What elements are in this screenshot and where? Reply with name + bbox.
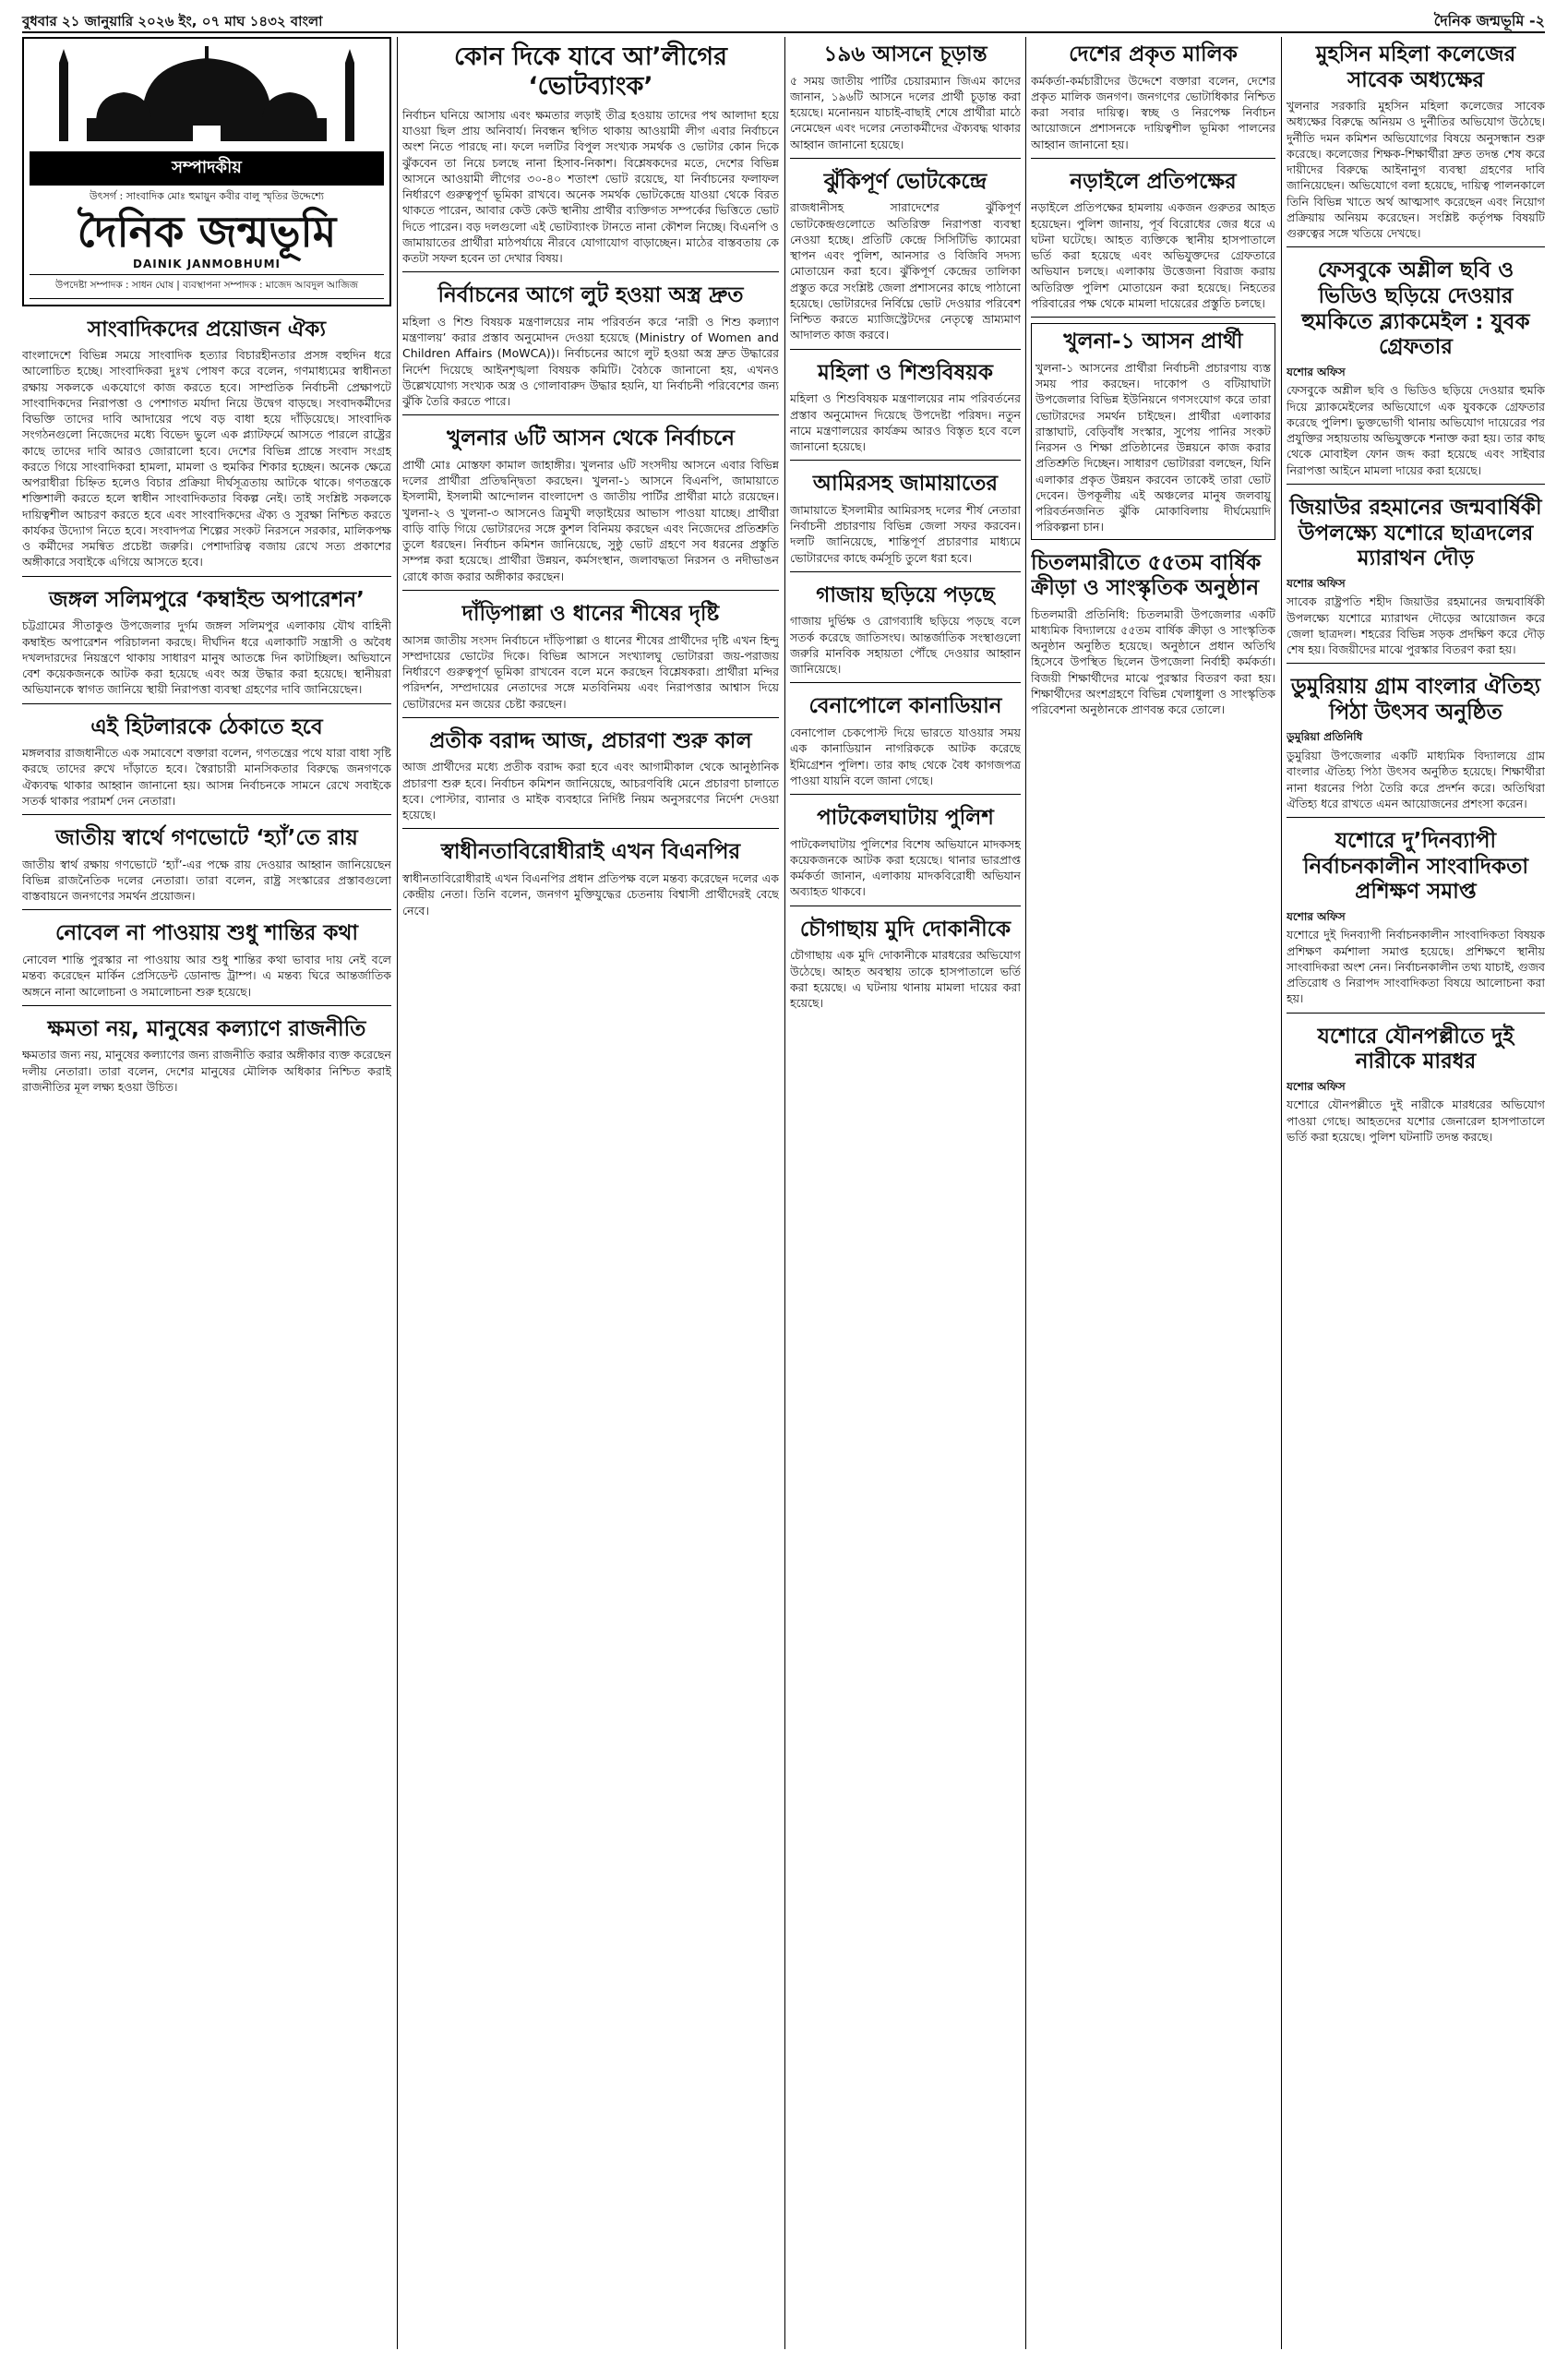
article-body: কর্মকর্তা-কর্মচারীদের উদ্দেশে বক্তারা বলেন, দেশের প্রকৃত মালিক জনগণ। জনগণের ভোটাধিকার নিশ্চিত করা সবার দায়িত্ব। স্বচ্ছ ও নিরপেক্ষ নির্বাচন আয়োজনে প্রশাসনকে দায়িত্বশীল ভূমিকা পালনের আহ্বান জানানো হয়। xyxy=(1031,73,1275,151)
article xyxy=(22,821,391,910)
article xyxy=(22,582,391,704)
article-byline: ডুমুরিয়া প্রতিনিধি xyxy=(1287,730,1363,744)
article-body: ক্ষমতার জন্য নয়, মানুষের কল্যাণের জন্য রাজনীতি করার অঙ্গীকার ব্যক্ত করেছেন দলীয় নেতারা। তারা বলেন, দেশের মানুষের মৌলিক অধিকার নিশ্চিত করাই রাজনীতির মূল লক্ষ্য হওয়া উচিত। xyxy=(22,1048,391,1094)
article-body: খুলনার সরকারি মুহসিন মহিলা কলেজের সাবেক অধ্যক্ষের বিরুদ্ধে অনিয়ম ও দুর্নীতির অভিযোগ উঠেছে। দুর্নীতি দমন কমিশন অভিযোগের বিষয়ে অনুসন্ধান শুরু করেছে। কলেজের শিক্ষক-শিক্ষার্থীরা দ্রুত তদন্ত শেষ করে দায়ীদের বিরুদ্ধে আইনানুগ ব্যবস্থা গ্রহণের দাবি জানিয়েছেন। অভিযোগে বলা হয়েছে, দায়িত্ব পালনকালে তিনি বিভিন্ন খাতে অর্থ আত্মসাৎ করেছেন এবং নিয়োগ প্রক্রিয়ায় অনিয়ম করেছেন। সংশ্লিষ্ট কর্তৃপক্ষ বিষয়টি গুরুত্বের সঙ্গে খতিয়ে দেখছে। xyxy=(1287,99,1545,241)
article-body: জাতীয় স্বার্থ রক্ষায় গণভোটে ‘হ্যাঁ’-এর পক্ষে রায় দেওয়ার আহ্বান জানিয়েছেন বিভিন্ন রাজনৈতিক দলের নেতারা। তারা বলেন, রাষ্ট্র সংস্কারের প্রস্তাবগুলো বাস্তবায়নে জনগণের সমর্থন প্রয়োজন। xyxy=(22,857,391,904)
column-rule xyxy=(397,37,398,2349)
article-body: গাজায় দুর্ভিক্ষ ও রোগব্যাধি ছড়িয়ে পড়ছে বলে সতর্ক করেছে জাতিসংঘ। আন্তর্জাতিক সংস্থাগুলো জরুরি মানবিক সহায়তা পৌঁছে দেওয়ার আহ্বান জানিয়েছে। xyxy=(790,614,1021,677)
article-headline: নির্বাচনের আগে লুট হওয়া অস্ত্র দ্রুত xyxy=(437,283,744,308)
article xyxy=(402,37,779,272)
article-headline: বেনাপোলে কানাডিয়ান xyxy=(808,694,1002,719)
article-body: খুলনা-১ আসনের প্রার্থীরা নির্বাচনী প্রচারণায় ব্যস্ত সময় পার করছেন। দাকোপ ও বটিয়াঘাটা উপজেলার বিভিন্ন ইউনিয়নে গণসংযোগ করে তারা ভোটারদের সমর্থন চাইছেন। প্রার্থীরা এলাকার রাস্তাঘাট, বেড়িবাঁধ সংস্কার, সুপেয় পানির সংকট নিরসন ও শিক্ষা প্রতিষ্ঠানের উন্নয়নে কাজ করার প্রতিশ্রুতি দিচ্ছেন। সাধারণ ভোটাররা বলছেন, যিনি এলাকার প্রকৃত উন্নয়ন করবেন তাকেই তারা ভোট দেবেন। উপকূলীয় এই অঞ্চলের মানুষ জলবায়ু পরিবর্তনজনিত ঝুঁকি মোকাবিলায় দীর্ঘমেয়াদি পরিকল্পনা চান। xyxy=(1035,360,1271,534)
article-headline: ক্ষমতা নয়, মানুষের কল্যাণে রাজনীতি xyxy=(47,1016,366,1041)
article-headline: ঝুঁকিপূর্ণ ভোটকেন্দ্রে xyxy=(823,169,987,194)
article xyxy=(402,278,779,415)
article xyxy=(1031,37,1275,159)
article-body: নড়াইলে প্রতিপক্ষের হামলায় একজন গুরুতর আহত হয়েছেন। পুলিশ জানায়, পূর্ব বিরোধের জের ধরে এ ঘটনা ঘটেছে। আহত ব্যক্তিকে স্থানীয় হাসপাতালে ভর্তি করা হয়েছে এবং অভিযুক্তদের গ্রেফতারে অভিযান চলছে। এলাকায় উত্তেজনা বিরাজ করায় অতিরিক্ত পুলিশ মোতায়েন করা হয়েছে। নিহতের পরিবারের পক্ষ থেকে মামলা দায়েরের প্রস্তুতি চলছে। xyxy=(1031,200,1275,310)
article-body: পাটকেলঘাটায় পুলিশের বিশেষ অভিযানে মাদকসহ কয়েকজনকে আটক করা হয়েছে। থানার ভারপ্রাপ্ত কর্মকর্তা জানান, এলাকায় মাদকবিরোধী অভিযান অব্যাহত থাকবে। xyxy=(790,836,1021,899)
article-headline: নোবেল না পাওয়ায় শুধু শান্তির কথা xyxy=(54,921,359,946)
article-body: নোবেল শান্তি পুরস্কার না পাওয়ায় আর শুধু শান্তির কথা ভাবার দায় নেই বলে মন্তব্য করেছেন মার্কিন প্রেসিডেন্ট ডোনাল্ড ট্রাম্প। এ মন্তব্য ঘিরে আন্তর্জাতিক অঙ্গনে নানা আলোচনা ও সমালোচনা শুরু হয়েছে। xyxy=(22,953,391,999)
article-headline: প্রতীক বরাদ্দ আজ, প্রচারণা শুরু কাল xyxy=(429,728,752,753)
article-headline: ১৯৬ আসনে চূড়ান্ত xyxy=(823,42,987,66)
article-body: সাবেক রাষ্ট্রপতি শহীদ জিয়াউর রহমানের জন্মবার্ষিকী উপলক্ষ্যে যশোরে ম্যারাথন দৌড়ের আয়োজন করে জেলা ছাত্রদল। শহরের বিভিন্ন সড়ক প্রদক্ষিণ করে দৌড় শেষ হয়। বিজয়ীদের মাঝে পুরস্কার বিতরণ করা হয়। xyxy=(1287,594,1545,657)
article-body: বাংলাদেশে বিভিন্ন সময়ে সাংবাদিক হত্যার বিচারহীনতার প্রসঙ্গ বহুদিন ধরে আলোচিত হচ্ছে। সাংবাদিকরা দুঃখ পোষণ করে বলেন, গণমাধ্যমের স্বাধীনতা রক্ষায় সকলকে একযোগে কাজ করতে হবে। সাম্প্রতিক নির্বাচনী প্রেক্ষাপটে সাংবাদিকদের নিরাপত্তা ও পেশাগত মর্যাদা নিয়ে উদ্বেগ বাড়ছে। সংবাদকর্মীদের বিভক্তি তাদের দাবি আদায়ের পথে বড় বাধা হয়ে দাঁড়িয়েছে। সাংবাদিক সংগঠনগুলো নিজেদের মধ্যে বিভেদ ভুলে এক প্ল্যাটফর্মে আসতে পারলে রাষ্ট্রের কাছে তাদের দাবি আরও জোরালো হবে। দেশের বিভিন্ন প্রান্তে সংবাদ সংগ্রহ করতে গিয়ে সাংবাদিকরা হামলা, মামলা ও হুমকির শিকার হচ্ছেন। অনেক ক্ষেত্রে অপরাধীরা চিহ্নিত হলেও বিচার প্রক্রিয়া দীর্ঘসূত্রতায় আটকে থাকে। গণতন্ত্রকে শক্তিশালী করতে হলে স্বাধীন সাংবাদিকতার বিকল্প নেই। তাই সংশ্লিষ্ট সকলকে দায়িত্বশীল আচরণ করতে হবে এবং সাংবাদিকদের ঐক্য ও সুরক্ষা নিশ্চিত করতে কার্যকর উদ্যোগ নিতে হবে। সংবাদপত্র শিল্পের সংকট নিরসনে সরকার, মালিকপক্ষ ও কর্মীদের সমন্বিত প্রচেষ্টা জরুরি। পেশাদারিত্ব বজায় রেখে সত্য প্রকাশের অঙ্গীকারে সবাইকে এগিয়ে আসতে হবে। xyxy=(22,348,391,570)
article xyxy=(1287,37,1545,247)
article-body: স্বাধীনতাবিরোধীরাই এখন বিএনপির প্রধান প্রতিপক্ষ বলে মন্তব্য করেছেন দলের এক কেন্দ্রীয় নেতা। তিনি বলেন, জনগণ মুক্তিযুদ্ধের চেতনায় বিশ্বাসী প্রার্থীদেরই বেছে নেবে। xyxy=(402,871,779,918)
article-headline: যশোরে যৌনপল্লীতে দুই নারীকে মারধর xyxy=(1317,1024,1514,1074)
article xyxy=(1031,546,1275,724)
column-5 xyxy=(1287,37,1545,2349)
article-body: জামায়াতে ইসলামীর আমিরসহ দলের শীর্ষ নেতারা নির্বাচনী প্রচারণায় বিভিন্ন জেলা সফর করবেন। দলটি জানিয়েছে, শান্তিপূর্ণ প্রচারণার মাধ্যমে ভোটারদের কাছে কর্মসূচি তুলে ধরা হবে। xyxy=(790,502,1021,565)
article-body: নির্বাচন ঘনিয়ে আসায় এবং ক্ষমতার লড়াই তীব্র হওয়ায় তাদের পথ আলাদা হয়ে যাওয়া ছিল প্রায় অনিবার্য। নিবন্ধন স্থগিত থাকায় আওয়ামী লীগ এবার নির্বাচনে অংশ নিতে পারছে না। ফলে দলটির বিপুল সংখ্যক সমর্থক ও ভোটার কোন দিকে ঝুঁকবেন তা নিয়ে চলছে নানা হিসাব-নিকাশ। বিশ্লেষকদের মতে, দেশের বিভিন্ন আসনে আওয়ামী লীগের ৩০-৪০ শতাংশ ভোট রয়েছে, যা নির্বাচনের ফলাফল নির্ধারণে গুরুত্বপূর্ণ ভূমিকা রাখবে। অনেক সমর্থক ভোটকেন্দ্রে যাওয়া থেকে বিরত থাকতে পারেন, আবার কেউ কেউ স্থানীয় প্রার্থীর ব্যক্তিগত সম্পর্কের ভিত্তিতে ভোট দিতে পারেন। বড় দলগুলো এই ভোটব্যাংক টানতে নানা কৌশল নিচ্ছে। বিএনপি ও জামায়াতের প্রার্থীরা মাঠপর্যায়ে নীরবে যোগাযোগ বাড়াচ্ছেন। মাঠের বাস্তবতায় কে কতটা সফল হবেন তা দেখার বিষয়। xyxy=(402,107,779,266)
article xyxy=(402,421,779,591)
article xyxy=(1031,164,1275,318)
article-headline: এই হিটলারকে ঠেকাতে হবে xyxy=(90,714,323,739)
dedication-line: উৎসর্গ : সাংবাদিক মোঃ হুমায়ুন কবীর বালু স্মৃতির উদ্দেশ্যে xyxy=(90,190,324,202)
column-rule xyxy=(784,37,785,2349)
article-headline: যশোরে দু’দিনব্যাপী নির্বাচনকালীন সাংবাদিকতা প্রশিক্ষণ সমাপ্ত xyxy=(1302,829,1529,905)
article-body: মহিলা ও শিশু বিষয়ক মন্ত্রণালয়ের নাম পরিবর্তন করে ‘নারী ও শিশু কল্যাণ মন্ত্রণালয়’ করার প্রস্তাব অনুমোদন দেওয়া হয়েছে (Ministry of Women and Children Affairs (MoWCA))। নির্বাচনের আগে লুট হওয়া অস্ত্র দ্রুত উদ্ধারের নির্দেশ দিয়েছে আইনশৃঙ্খলা বিষয়ক কমিটি। বৈঠকে জানানো হয়, এখনও উল্লেখযোগ্য সংখ্যক অস্ত্র ও গোলাবারুদ উদ্ধার হয়নি, যা নির্বাচনী পরিবেশের জন্য ঝুঁকি তৈরি করতে পারে। xyxy=(402,314,779,409)
article-body: বেনাপোল চেকপোস্ট দিয়ে ভারতে যাওয়ার সময় এক কানাডিয়ান নাগরিককে আটক করেছে ইমিগ্রেশন পুলিশ। তার কাছ থেকে বৈধ কাগজপত্র পাওয়া যায়নি বলে জানা গেছে। xyxy=(790,726,1021,787)
newspaper-logo: দৈনিক জন্মভূমি xyxy=(77,207,337,257)
article-headline: চিতলমারীতে ৫৫তম বার্ষিক ক্রীড়া ও সাংস্কৃতিক অনুষ্ঠান xyxy=(1031,550,1262,601)
article-headline: গাজায় ছড়িয়ে পড়ছে xyxy=(816,582,995,607)
article-body: আজ প্রার্থীদের মধ্যে প্রতীক বরাদ্দ করা হবে এবং আগামীকাল থেকে আনুষ্ঠানিক প্রচারণা শুরু হবে। নির্বাচন কমিশন জানিয়েছে, আচরণবিধি মেনে প্রচারণা চালাতে হবে। পোস্টার, ব্যানার ও মাইক ব্যবহারে নির্দিষ্ট নিয়ম অনুসরণের নির্দেশ দেওয়া হয়েছে। xyxy=(402,760,779,822)
article-body: রাজধানীসহ সারাদেশের ঝুঁকিপূর্ণ ভোটকেন্দ্রগুলোতে অতিরিক্ত নিরাপত্তা ব্যবস্থা নেওয়া হচ্ছে। প্রতিটি কেন্দ্রে সিসিটিভি ক্যামেরা স্থাপন এবং পুলিশ, আনসার ও বিজিবি সদস্য মোতায়েন করা হবে। ঝুঁকিপূর্ণ কেন্দ্রের তালিকা প্রস্তুত করে সংশ্লিষ্ট জেলা প্রশাসনের কাছে পাঠানো হয়েছে। ভোটারদের নির্বিঘ্নে ভোট দেওয়ার পরিবেশ নিশ্চিত করতে ম্যাজিস্ট্রেটদের নেতৃত্বে ভ্রাম্যমাণ আদালত কাজ করবে। xyxy=(790,200,1021,342)
column-rule xyxy=(1281,37,1282,2349)
article xyxy=(790,912,1021,1017)
article-headline: খুলনা-১ আসন প্রার্থী xyxy=(1063,330,1243,354)
editorial-band: সম্পাদকীয় xyxy=(30,151,384,186)
article-body: আসন্ন জাতীয় সংসদ নির্বাচনে দাঁড়িপাল্লা ও ধানের শীষের প্রার্থীদের দৃষ্টি এখন হিন্দু সম্প্রদায়ের ভোটের দিকে। বিভিন্ন আসনে সংখ্যালঘু ভোটাররা জয়-পরাজয় নির্ধারণে গুরুত্বপূর্ণ ভূমিকা রাখবেন বলে মনে করছেন বিশ্লেষকরা। প্রার্থীরা মন্দির পরিদর্শন, সম্প্রদায়ের নেতাদের সঙ্গে মতবিনিময় এবং নিরাপত্তার আশ্বাস দিয়ে ভোটারদের মন জয়ের চেষ্টা করছেন। xyxy=(402,632,779,711)
article-headline: দাঁড়িপাল্লা ও ধানের শীষের দৃষ্টি xyxy=(461,601,720,626)
article-headline: ডুমুরিয়ায় গ্রাম বাংলার ঐতিহ্য পিঠা উৎসব অনুষ্ঠিত xyxy=(1290,675,1541,725)
article-body: মহিলা ও শিশুবিষয়ক মন্ত্রণালয়ের নাম পরিবর্তনের প্রস্তাব অনুমোদন দিয়েছে উপদেষ্টা পরিষদ। নতুন নামে মন্ত্রণালয়ের কার্যক্রম আরও বিস্তৃত হবে বলে জানানো হয়েছে। xyxy=(790,391,1021,454)
article-headline: আমিরসহ জামায়াতের xyxy=(812,472,999,497)
article-headline: মুহসিন মহিলা কলেজের সাবেক অধ্যক্ষের xyxy=(1315,42,1516,92)
article-headline: খুলনার ৬টি আসন থেকে নির্বাচনে xyxy=(447,426,735,451)
article-headline: নড়াইলে প্রতিপক্ষের xyxy=(1070,169,1237,194)
article-headline: কোন দিকে যাবে আ’লীগের ‘ভোটব্যাংক’ xyxy=(454,42,727,102)
article-headline: পাটকেলঘাটায় পুলিশ xyxy=(817,806,994,831)
article-body: প্রার্থী মোঃ মোস্তফা কামাল জাহাঙ্গীর। খুলনার ৬টি সংসদীয় আসনে এবার বিভিন্ন দলের প্রার্থীরা প্রতিদ্বন্দ্বিতা করছেন। খুলনা-১ আসনে বিএনপি, জামায়াতে ইসলামী, ইসলামী আন্দোলন বাংলাদেশ ও জাতীয় পার্টির প্রার্থীরা মাঠে রয়েছেন। খুলনা-২ ও খুলনা-৩ আসনেও ত্রিমুখী লড়াইয়ের আভাস পাওয়া যাচ্ছে। প্রার্থীরা বাড়ি বাড়ি গিয়ে ভোটারদের সঙ্গে কুশল বিনিময় করছেন এবং নিজেদের প্রতিশ্রুতি তুলে ধরছেন। নির্বাচন কমিশন জানিয়েছে, সুষ্ঠু ভোট গ্রহণে সব ধরনের প্রস্তুতি সম্পন্ন করা হয়েছে। প্রার্থীরা উন্নয়ন, কর্মসংস্থান, জলাবদ্ধতা নিরসন ও নদীভাঙন রোধে কাজ করার অঙ্গীকার করছেন। xyxy=(402,457,779,583)
article xyxy=(402,834,779,923)
article-body: চৌগাছায় এক মুদি দোকানীকে মারধরের অভিযোগ উঠেছে। আহত অবস্থায় তাকে হাসপাতালে ভর্তি করা হয়েছে। এ ঘটনায় থানায় মামলা দায়ের করা হয়েছে। xyxy=(790,948,1021,1010)
date-line: বুধবার ২১ জানুয়ারি ২০২৬ ইং, ০৭ মাঘ ১৪৩২ বাংলা xyxy=(22,13,323,30)
article-body: মঙ্গলবার রাজধানীতে এক সমাবেশে বক্তারা বলেন, গণতন্ত্রের পথে যারা বাধা সৃষ্টি করছে তাদের রুখে দাঁড়াতে হবে। স্বৈরাচারী মানসিকতার বিরুদ্ধে জনগণকে ঐক্যবদ্ধ থাকার আহ্বান জানানো হয়। আসন্ন নির্বাচনকে সামনে রেখে সবাইকে সতর্ক থাকার পরামর্শ দেন নেতারা। xyxy=(22,746,391,808)
article xyxy=(1287,490,1545,664)
editorial-masthead xyxy=(22,37,391,306)
article xyxy=(402,596,779,718)
article-headline: দেশের প্রকৃত মালিক xyxy=(1069,42,1238,66)
staff-line: উপদেষ্টা সম্পাদক : সাধন ঘোষ | ব্যবস্থাপনা সম্পাদক : মাজেদ আবদুল আজিজ xyxy=(30,274,384,299)
article xyxy=(22,916,391,1005)
article-byline: যশোর অফিস xyxy=(1287,1079,1346,1093)
article xyxy=(402,724,779,830)
column-2 xyxy=(402,37,779,2349)
article-headline: জাতীয় স্বার্থে গণভোটে ‘হ্যাঁ’তে রায় xyxy=(55,826,358,851)
column-3 xyxy=(790,37,1021,2349)
article-body: ৫ সময় জাতীয় পার্টির চেয়ারম্যান জিএম কাদের জানান, ১৯৬টি আসনে দলের প্রার্থী চূড়ান্ত করা হয়েছে। মনোনয়ন যাচাই-বাছাই শেষে প্রার্থীরা মাঠে নেমেছেন এবং দলের নেতাকর্মীদের ঐক্যবদ্ধ থাকার আহ্বান জানানো হয়েছে। xyxy=(790,73,1021,151)
article-byline: যশোর অফিস xyxy=(1287,909,1346,923)
article-body: যশোরে যৌনপল্লীতে দুই নারীকে মারধরের অভিযোগ পাওয়া গেছে। আহতদের যশোর জেনারেল হাসপাতালে ভর্তি করা হয়েছে। পুলিশ ঘটনাটি তদন্ত করছে। xyxy=(1287,1098,1545,1144)
article-body: ফেসবুকে অশ্লীল ছবি ও ভিডিও ছড়িয়ে দেওয়ার হুমকি দিয়ে ব্ল্যাকমেইলের অভিযোগে এক যুবককে গ্রেফতার করেছে পুলিশ। ভুক্তভোগী থানায় অভিযোগ দায়েরের পর প্রযুক্তির সহায়তায় অভিযুক্তকে শনাক্ত করা হয়। তার কাছ থেকে মোবাইল ফোন জব্দ করা হয়েছে এবং সাইবার নিরাপত্তা আইনে মামলা দায়ের করা হয়েছে। xyxy=(1287,383,1545,477)
article xyxy=(790,800,1021,906)
article-headline: মহিলা ও শিশুবিষয়ক xyxy=(818,360,993,385)
page-label: দৈনিক জন্মভূমি -২ xyxy=(1433,12,1545,30)
article-headline: স্বাধীনতাবিরোধীরাই এখন বিএনপির xyxy=(440,840,741,865)
article xyxy=(1031,323,1275,539)
article-headline: ফেসবুকে অশ্লীল ছবি ও ভিডিও ছড়িয়ে দেওয়ার হুমকিতে ব্ল্যাকমেইল : যুবক গ্রেফতার xyxy=(1301,258,1530,360)
article-body: চট্টগ্রামের সীতাকুণ্ড উপজেলার দুর্গম জঙ্গল সলিমপুর এলাকায় যৌথ বাহিনী কম্বাইন্ড অপারেশন পরিচালনা করছে। দীর্ঘদিন ধরে এলাকাটি সন্ত্রাসী ও অবৈধ দখলদারদের নিয়ন্ত্রণে থাকায় সাধারণ মানুষ আতঙ্কে দিন কাটাচ্ছিল। অভিযানে বেশ কয়েকজনকে আটক করা হয়েছে এবং অস্ত্র উদ্ধার করা হয়েছে। স্থানীয়রা অভিযানকে স্বাগত জানিয়ে স্থায়ী নিরাপত্তা ব্যবস্থা গ্রহণের দাবি জানিয়েছেন। xyxy=(22,618,391,697)
article-byline: যশোর অফিস xyxy=(1287,576,1346,590)
article xyxy=(22,1012,391,1100)
article-headline: জিয়াউর রহমানের জন্মবার্ষিকী উপলক্ষ্যে যশোরে ছাত্রদলের ম্যারাথন দৌড় xyxy=(1289,495,1542,571)
article xyxy=(790,466,1021,572)
article-headline: সাংবাদিকদের প্রয়োজন ঐক্য xyxy=(87,317,327,342)
column-1 xyxy=(22,37,391,2349)
article xyxy=(790,37,1021,159)
article-headline: জঙ্গল সলিমপুরে ‘কম্বাইন্ড অপারেশন’ xyxy=(49,587,365,612)
article-headline: চৌগাছায় মুদি দোকানীকে xyxy=(799,917,1011,942)
article xyxy=(790,164,1021,350)
column-4 xyxy=(1031,37,1275,2349)
article-byline: যশোর অফিস xyxy=(1287,365,1346,378)
article xyxy=(1287,823,1545,1014)
article xyxy=(790,355,1021,462)
page-header xyxy=(22,7,1545,33)
article-body: চিতলমারী প্রতিনিধি: চিতলমারী উপজেলার একটি মাধ্যমিক বিদ্যালয়ে ৫৫তম বার্ষিক ক্রীড়া ও সাংস্কৃতিক অনুষ্ঠান অনুষ্ঠিত হয়েছে। অনুষ্ঠানে প্রধান অতিথি হিসেবে উপস্থিত ছিলেন উপজেলা নির্বাহী কর্মকর্তা। বিজয়ী শিক্ষার্থীদের মাঝে পুরস্কার বিতরণ করা হয়। শিক্ষার্থীদের অংশগ্রহণে বিভিন্ন খেলাধুলা ও সাংস্কৃতিক পরিবেশনা অনুষ্ঠানকে প্রাণবন্ত করে তোলে। xyxy=(1031,606,1275,717)
newspaper-logo-english: DAINIK JANMOBHUMI xyxy=(133,257,281,270)
article-body: যশোরে দুই দিনব্যাপী নির্বাচনকালীন সাংবাদিকতা বিষয়ক প্রশিক্ষণ কর্মশালা সমাপ্ত হয়েছে। প্রশিক্ষণে স্থানীয় সাংবাদিকরা অংশ নেন। নির্বাচনকালীন তথ্য যাচাই, গুজব প্রতিরোধ ও নিরাপদ সাংবাদিকতা বিষয়ে আলোচনা করা হয়। xyxy=(1287,928,1545,1006)
article-body: ডুমুরিয়া উপজেলার একটি মাধ্যমিক বিদ্যালয়ে গ্রাম বাংলার ঐতিহ্য পিঠা উৎসব অনুষ্ঠিত হয়েছে। শিক্ষার্থীরা নানা ধরনের পিঠা তৈরি করে প্রদর্শন করে। অতিথিরা ঐতিহ্য ধরে রাখতে এমন আয়োজনের প্রশংসা করেন। xyxy=(1287,749,1545,810)
article xyxy=(22,312,391,577)
column-rule xyxy=(1025,37,1026,2349)
article xyxy=(22,710,391,816)
article xyxy=(1287,1019,1545,1151)
mosque-illustration-icon xyxy=(31,44,382,146)
article xyxy=(790,578,1021,684)
article xyxy=(790,689,1021,795)
article xyxy=(1287,253,1545,484)
article xyxy=(1287,669,1545,818)
